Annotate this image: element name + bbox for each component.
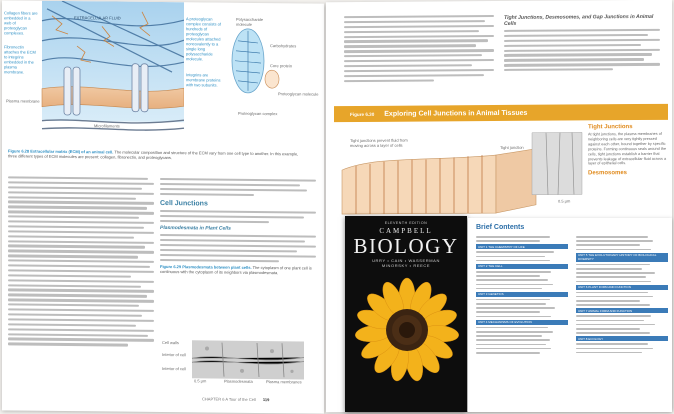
label-cell-walls: Cell walls: [162, 339, 179, 346]
cover-edition: ELEVENTH EDITION: [384, 221, 428, 225]
carbohydrates-label: Carbohydrates: [270, 43, 297, 49]
unit-1-bar: UNIT 1 THE CHEMISTRY OF LIFE: [476, 244, 568, 249]
sunflower-image: [345, 272, 467, 412]
cover-title-top: CAMPBELL: [379, 227, 433, 235]
unit-8-bar: UNIT 8 ECOLOGY: [576, 336, 668, 341]
unit-2-bar: UNIT 2 THE CELL: [476, 264, 568, 269]
integrins-callout: Integrins are membrane proteins with two subunits.: [186, 72, 221, 88]
cover-authors-2: MINORSKY • REECE: [381, 263, 431, 268]
label-interior-2: Interior of cell: [162, 365, 187, 372]
left-column-text: [8, 176, 154, 349]
unit-7-bar: UNIT 7 ANIMAL FORM AND FUNCTION: [576, 308, 668, 313]
label-interior-1: Interior of cell: [162, 351, 187, 358]
figure-629-body: The cytoplasm of one plant cell is continuous with the cytoplasm of its neighbors via plasmodesmata.: [160, 264, 312, 276]
ecm-figure: [2, 0, 324, 153]
left-textbook-page: [2, 0, 324, 413]
book-cover: [345, 216, 467, 412]
brief-contents-page: [468, 218, 672, 412]
cover-authors-1: URRY • CAIN • WASSERMAN: [372, 258, 440, 263]
microfilaments-label: Microfilaments: [94, 123, 120, 129]
figure-628-title: Figure 6.28 Extracellular matrix (ECM) of an animal cell.: [8, 148, 114, 155]
plasma-membrane-label: Plasma membrane: [6, 98, 40, 104]
ecm-fluid-label: EXTRACELLULAR FLUID: [74, 15, 121, 21]
tight-junctions-panel: [588, 124, 668, 177]
tight-junctions-sidebar-heading: Tight Junctions, Desmosomes, and Gap Junctions in Animal Cells: [504, 13, 654, 27]
exploring-banner: [334, 104, 668, 122]
plasmodesmata-micrograph: [162, 338, 312, 386]
tight-junctions-heading: Tight Junctions: [588, 124, 633, 131]
right-column-text: [160, 178, 316, 275]
core-protein-label: Core protein: [270, 63, 293, 69]
brief-contents-heading: Brief Contents: [476, 224, 525, 231]
page-footer: [202, 396, 269, 402]
contents-col-1: [476, 236, 568, 356]
figure-629-caption: [160, 264, 316, 276]
label-plasma-membranes: Plasma membranes: [266, 379, 302, 385]
figure-629-title: Figure 6.29 Plasmodesmata between plant cells.: [160, 263, 252, 270]
label-plasmodesmata: Plasmodesmata: [224, 378, 253, 384]
proteoglycan-callout: A proteoglycan complex consists of hundreds of proteoglycan molecules attached noncovalently to a single long polysaccharide molecule.: [186, 16, 221, 62]
proteoglycan-complex-label: Proteoglycan complex: [238, 110, 278, 117]
fibronectin-callout: Fibronectin attaches the ECM to integrins embedded in the plasma membrane.: [4, 44, 36, 75]
collagen-callout: Collagen fibers are embedded in a web of proteoglycan complexes.: [4, 10, 38, 36]
cell-junctions-heading: Cell Junctions: [160, 199, 208, 208]
unit-5-bar: UNIT 5 THE EVOLUTIONARY HISTORY OF BIOLOGICAL DIVERSITY: [576, 253, 668, 262]
banner-figure-label: Figure 6.30: [350, 111, 375, 117]
figure-628-caption: [8, 148, 308, 161]
banner-title: Exploring Cell Junctions in Animal Tissues: [384, 109, 528, 118]
tight-junction-scale: 0.5 µm: [558, 198, 571, 204]
unit-4-bar: UNIT 4 MECHANISMS OF EVOLUTION: [476, 320, 568, 325]
proteoglycan-molecule-label: Proteoglycan molecule: [278, 91, 319, 97]
figure-628-body: The molecular composition and structure of the ECM vary from one cell type to another. In this example, three different types of ECM molecules are present: collagen, fibronectin, and proteoglycans.: [8, 149, 299, 161]
unit-3-bar: UNIT 3 GENETICS: [476, 292, 568, 297]
footer-chapter: CHAPTER 6 A Tour of the Cell: [202, 396, 256, 402]
desmosomes-heading: Desmosomes: [588, 170, 628, 177]
tight-junctions-body: At tight junctions, the plasma membranes of neighboring cells are very tightly pressed against each other, bound together by specific proteins. Forming continuous seals around the cells, tight junctions establish a barrier that prevents leakage of extracellular fluid across a layer of epithelial cells.: [588, 131, 667, 166]
tight-junction-prevent-label: Tight junctions prevent fluid from moving across a layer of cells: [350, 137, 408, 149]
right-page-right-text: [504, 14, 660, 74]
page-number: 119: [262, 397, 270, 403]
tight-junction-label: Tight junction: [500, 144, 524, 150]
contents-col-2: [576, 236, 668, 356]
plasmodesmata-heading: Plasmodesmata in Plant Cells: [160, 225, 231, 232]
polysaccharide-label: Polysaccharide molecule: [236, 16, 264, 28]
unit-6-bar: UNIT 6 PLANT FORM AND FUNCTION: [576, 285, 668, 290]
label-scale: 0.5 µm: [194, 378, 207, 384]
cover-title-main: BIOLOGY: [353, 234, 459, 258]
right-page-left-text: [344, 15, 494, 85]
